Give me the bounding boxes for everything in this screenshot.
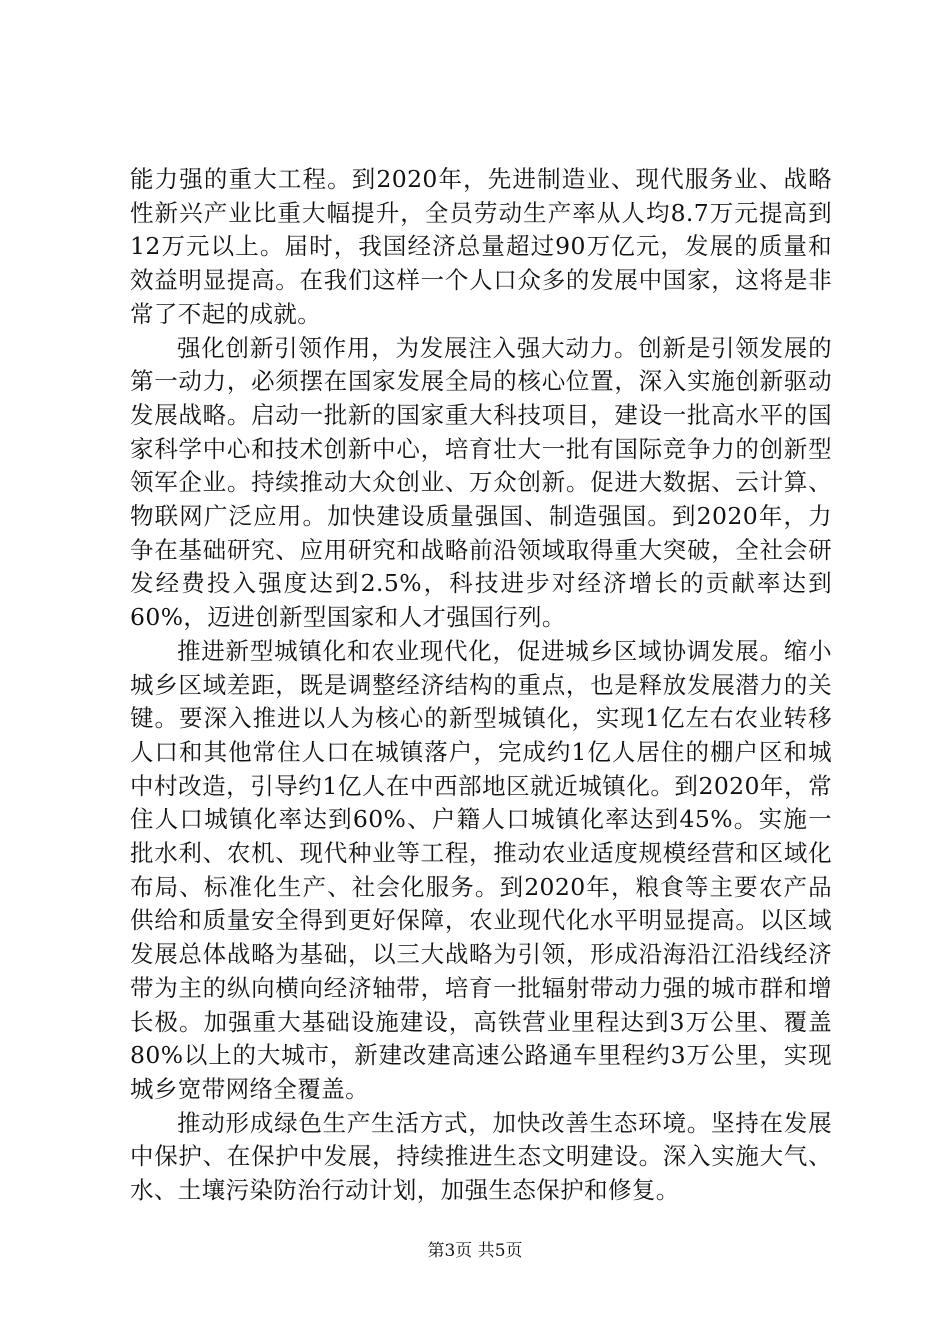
page-number: 第3页 共5页 xyxy=(427,1241,523,1261)
paragraph: 推进新型城镇化和农业现代化，促进城乡区域协调发展。缩小城乡区域差距，既是调整经济结构的重点，也是释放发展潜力的关键。要深入推进以人为核心的新型城镇化，实现1亿左右农业转移人口和其他常住人口在城镇落户，完成约1亿人居住的棚户区和城中村改造，引导约1亿人在中西部地区就近城镇化。到2020年，常住人口城镇化率达到60%、户籍人口城镇化率达到45%。实施一批水利、农机、现代种业等工程，推动农业适度规模经营和区域化布局、标准化生产、社会化服务。到2020年，粮食等主要农产品供给和质量安全得到更好保障，农业现代化水平明显提高。以区域发展总体战略为基础，以三大战略为引领，形成沿海沿江沿线经济带为主的纵向横向经济轴带，培育一批辐射带动力强的城市群和增长极。加强重大基础设施建设，高铁营业里程达到3万公里、覆盖80%以上的大城市，新建改建高速公路通车里程约3万公里，实现城乡宽带网络全覆盖。 xyxy=(130,636,832,1103)
paragraph: 能力强的重大工程。到2020年，先进制造业、现代服务业、战略性新兴产业比重大幅提升，全员劳动生产率从人均8.7万元提高到12万元以上。届时，我国经济总量超过90万亿元，发展的质量和效益明显提高。在我们这样一个人口众多的发展中国家，这将是非常了不起的成就。 xyxy=(130,165,832,328)
page-footer xyxy=(0,1241,950,1261)
paragraph: 推动形成绿色生产生活方式，加快改善生态环境。坚持在发展中保护、在保护中发展，持续推进生态文明建设。深入实施大气、水、土壤污染防治行动计划，加强生态保护和修复。 xyxy=(130,1108,832,1205)
paragraph: 强化创新引领作用，为发展注入强大动力。创新是引领发展的第一动力，必须摆在国家发展全局的核心位置，深入实施创新驱动发展战略。启动一批新的国家重大科技项目，建设一批高水平的国家科学中心和技术创新中心，培育壮大一批有国际竞争力的创新型领军企业。持续推动大众创业、万众创新。促进大数据、云计算、物联网广泛应用。加快建设质量强国、制造强国。到2020年，力争在基础研究、应用研究和战略前沿领域取得重大突破，全社会研发经费投入强度达到2.5%，科技进步对经济增长的贡献率达到60%，迈进创新型国家和人才强国行列。 xyxy=(130,333,832,632)
document-body xyxy=(130,163,832,1208)
